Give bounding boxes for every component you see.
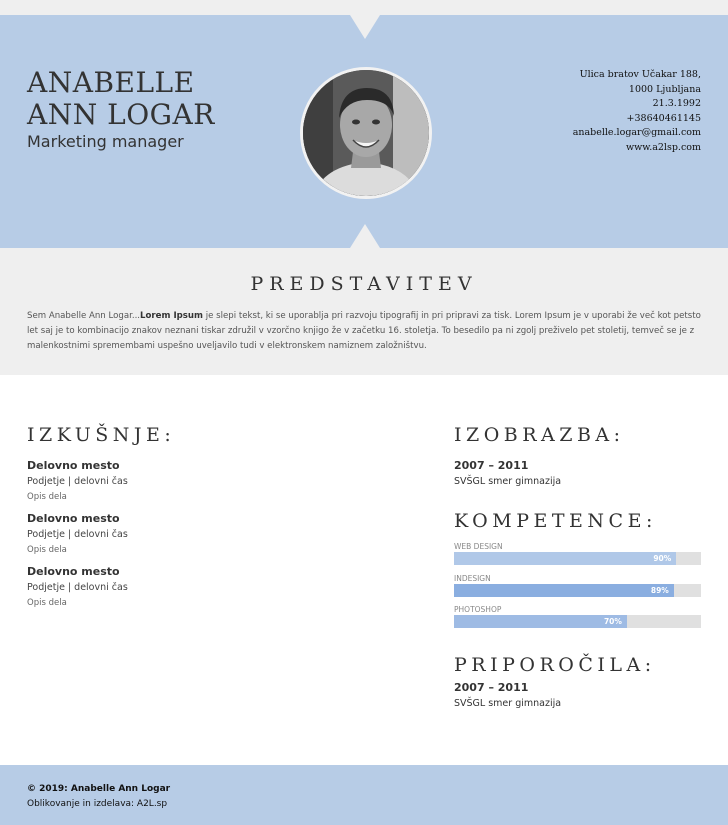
header-notch-top: [350, 15, 380, 39]
references-years: 2007 – 2011: [454, 681, 529, 694]
intro-title: PREDSTAVITEV: [250, 273, 478, 295]
job-1-description: Opis dela: [27, 492, 67, 502]
job-2-description: Opis dela: [27, 545, 67, 555]
job-3-company: Podjetje | delovni čas: [27, 582, 128, 593]
skill-2-percent: 89%: [650, 586, 669, 595]
skill-3-label: PHOTOSHOP: [454, 605, 502, 614]
name-line-2: ANN LOGAR: [27, 98, 215, 131]
full-name: [27, 67, 215, 131]
job-3-position: Delovno mesto: [27, 565, 120, 578]
job-3-description: Opis dela: [27, 598, 67, 608]
contact-phone[interactable]: +38640461145: [626, 112, 701, 124]
contact-birthdate: 21.3.1992: [652, 98, 701, 109]
job-1-position: Delovno mesto: [27, 459, 120, 472]
job-1-company: Podjetje | delovni čas: [27, 476, 128, 487]
job-role: Marketing manager: [27, 132, 184, 151]
skill-1-bar: [454, 552, 701, 565]
skill-1-percent: 90%: [653, 554, 672, 563]
education-title: IZOBRAZBA:: [454, 424, 625, 446]
contact-email[interactable]: anabelle.logar@gmail.com: [572, 127, 701, 138]
footer-copyright: © 2019: Anabelle Ann Logar: [27, 784, 171, 794]
intro-section: [0, 248, 728, 375]
header-notch-bottom: [350, 224, 380, 248]
skills-title: KOMPETENCE:: [454, 510, 657, 532]
skill-3-percent: 70%: [603, 617, 622, 626]
contact-street: Ulica bratov Učakar 188,: [579, 69, 701, 80]
skill-1-fill: [454, 552, 676, 565]
skill-1-label: WEB DESIGN: [454, 542, 503, 551]
intro-text-rest: je slepi tekst, ki se uporablja pri razvoju tipografij in pri pripravi za tisk. Lorem Ipsum je v uporabi že več kot petsto let saj je to kombinacijo znakov neznani tiskar združil v vzorčno knjigo že v začetku 16. stoletja. To besedilo pa ni zgolj preživelo pet stoletij, temveč se je z malenkostnimi spremembami uspešno uveljavilo tudi v elektronskem namiznem založništvu.: [27, 311, 701, 351]
contact-city: 1000 Ljubljana: [628, 83, 701, 95]
top-strip: [0, 0, 728, 15]
education-school: SVŠGL smer gimnazija: [454, 476, 562, 487]
contact-website[interactable]: www.a2lsp.com: [625, 141, 701, 153]
skill-3-bar: [454, 615, 701, 628]
job-2-company: Podjetje | delovni čas: [27, 529, 128, 540]
references-title: PRIPOROČILA:: [454, 654, 656, 676]
skill-2-label: INDESIGN: [454, 574, 491, 583]
portrait-image: [303, 70, 429, 196]
header-section: [0, 15, 728, 248]
skill-2-bar: [454, 584, 701, 597]
references-school: SVŠGL smer gimnazija: [454, 698, 562, 709]
experience-title: IZKUŠNJE:: [27, 424, 176, 446]
footer: [0, 765, 728, 825]
profile-photo: [300, 67, 432, 199]
intro-text-bold: Lorem Ipsum: [140, 311, 203, 321]
intro-text: [27, 309, 707, 354]
intro-text-lead: Sem Anabelle Ann Logar...: [27, 311, 141, 321]
footer-credit: Oblikovanje in izdelava: A2L.sp: [27, 799, 168, 809]
name-line-1: ANABELLE: [27, 66, 195, 99]
skill-2-fill: [454, 584, 674, 597]
contact-info: [573, 68, 701, 155]
education-years: 2007 – 2011: [454, 459, 529, 472]
job-2-position: Delovno mesto: [27, 512, 120, 525]
skill-3-fill: [454, 615, 627, 628]
